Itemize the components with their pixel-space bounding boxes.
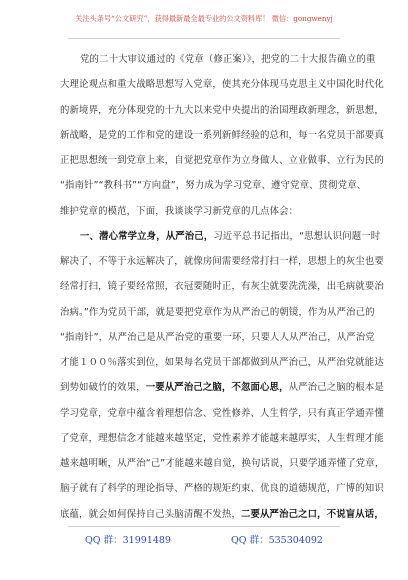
text-line bbox=[60, 458, 385, 483]
text-line bbox=[60, 306, 375, 332]
body-text: 从严治己之脑的根本是 bbox=[288, 382, 384, 394]
bold-heading-text: 一要从严治己之脑，不忽面心思， bbox=[145, 382, 289, 394]
qq-group-2: QQ 群：535304092 bbox=[230, 535, 323, 546]
text-line bbox=[60, 357, 384, 382]
page-footer bbox=[0, 532, 408, 546]
document-body bbox=[60, 54, 385, 534]
text-line bbox=[60, 54, 376, 79]
bold-heading-text: 一、潜心常学立身，从严治己， bbox=[80, 230, 214, 242]
text-line bbox=[60, 508, 384, 534]
text-line bbox=[60, 79, 384, 104]
body-text: 到势如破竹的效果， bbox=[60, 382, 146, 394]
text-line bbox=[60, 155, 384, 180]
body-text: 正把思想统一到党章上来，自觉把党章作为立身做人、立业做事、立行为民的 bbox=[60, 155, 384, 166]
body-text: “指南针”“教科书”“方向盘”，努力成为学习党章、遵守党章、贯彻党章、 bbox=[60, 180, 367, 192]
footer-divider bbox=[68, 526, 340, 527]
body-text: 新战略，是党的工作和党的建设一系列新鲜经验的总和，每一名党员干部要真 bbox=[60, 129, 384, 141]
qq-group-1: QQ 群：31991489 bbox=[85, 535, 171, 546]
bold-heading-text: 二要从严治己之口，不说盲从话， bbox=[240, 508, 384, 520]
body-text: 维护党章的模范，下面，我谈谈学习新党章的几点体会： bbox=[60, 205, 299, 217]
body-text: 解决了，不等于永远解决了，就像房间需要经常打扫一样，思想上的灰尘也要 bbox=[60, 256, 384, 267]
body-text: 脑子就有了科学的理论指导、严格的规矩约束、优良的道德规范，广博的知识 bbox=[60, 483, 384, 495]
body-text: 底蕴，就会如何保持自己头脑清醒不发热， bbox=[60, 508, 241, 520]
text-line bbox=[60, 382, 384, 407]
text-line bbox=[60, 256, 384, 281]
body-text: 越来越明晰，从严治“己”才能越来越自觉，换句话说，只要学通弄懂了党章， bbox=[60, 458, 385, 469]
text-line bbox=[60, 483, 384, 508]
body-text: 党的二十大审议通过的《党章（修正案）》，把党的二十大报告确立的重 bbox=[80, 54, 376, 65]
body-text: 的新境界，充分体现党的十九大以来党中央提出的治国理政新理念，新思想， bbox=[60, 104, 384, 116]
body-text: 习近平总书记指出，“思想认识问题一时 bbox=[213, 230, 381, 242]
text-line bbox=[60, 180, 367, 205]
text-line bbox=[60, 129, 384, 155]
body-text: “指南针”，从严治己是从严治党的重要一环，只要人人从严治己，从严治党 bbox=[60, 331, 375, 343]
body-text: 学习党章，党章中蕴含着理想信念、党性修养、人生哲学，只有真正学通弄懂 bbox=[60, 407, 384, 419]
text-line bbox=[60, 432, 384, 458]
text-line bbox=[60, 407, 384, 433]
body-text: 了党章，理想信念才能越来越坚定，党性素养才能越来越厚实，人生哲理才能 bbox=[60, 432, 384, 444]
text-line bbox=[60, 104, 384, 130]
text-line bbox=[60, 206, 350, 231]
text-line bbox=[60, 281, 384, 306]
body-text: 大理论观点和重大战略思想写入党章，使其充分体现马克思主义中国化时代化 bbox=[60, 79, 384, 91]
text-line bbox=[60, 331, 375, 357]
text-line bbox=[60, 230, 381, 256]
body-text: 才能１００％落实到位，如果每名党员干部都做到从严治己，从严治党就能达 bbox=[60, 357, 384, 368]
body-text: 经常打扫，镜子要经常照，衣冠要随时正，有灰尘就要洗洗澡，出毛病就要治 bbox=[60, 281, 384, 293]
header-divider bbox=[68, 38, 340, 39]
page-header: 关注头条号“公文研究”，获得最新最全最专业的公文资料库！ 微信：gongwenyj bbox=[75, 14, 333, 23]
body-text: 治病。”作为党员干部，就是要把党章作为从严治己的朝镜，作为从严治己的 bbox=[60, 306, 375, 318]
